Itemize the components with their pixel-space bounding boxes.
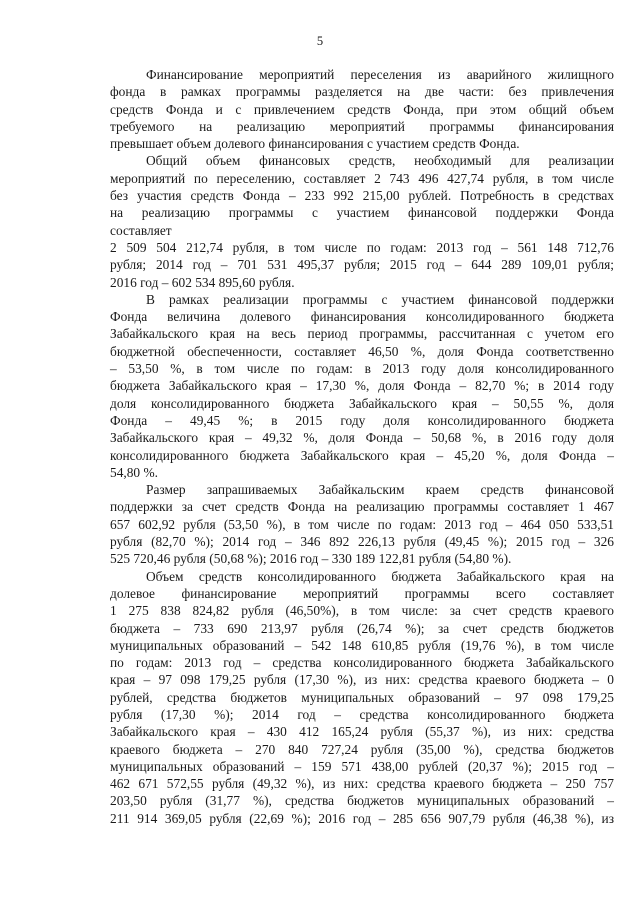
text-line: Фонда величина долевого финансирования консолидированного бюджета <box>110 309 614 325</box>
text-line: бюджета – 733 690 213,97 рубля (26,74 %); за счет средств бюджетов <box>110 620 614 636</box>
text-line: 211 914 369,05 рубля (22,69 %); 2016 год – 285 656 907,79 рубля (46,38 %), из <box>110 810 614 826</box>
text-line: превышает объем долевого финансирования с участием средств Фонда. <box>110 136 520 152</box>
text-line: рубля; 2014 год – 701 531 495,37 рубля; 2015 год – 644 289 109,01 рубля; <box>110 257 614 273</box>
text-line: фонда в рамках программы разделяется на две части: без привлечения <box>110 84 614 100</box>
text-line: рубля (17,30 %); 2014 год – средства консолидированного бюджета <box>110 706 614 722</box>
text-line: требуемого на реализацию мероприятий программы финансирования <box>110 118 614 134</box>
text-line: Финансирование мероприятий переселения из аварийного жилищного <box>146 67 614 82</box>
text-line: муниципальных образований – 542 148 610,85 рубля (19,76 %), в том числе <box>110 637 614 653</box>
text-line: доля консолидированного бюджета Забайкальского края – 50,55 %, доля <box>110 395 614 411</box>
text-line: 203,50 рубля (31,77 %), средства бюджетов муниципальных образований – <box>110 793 614 809</box>
text-line: Фонда – 49,45 %; в 2015 году доля консолидированного бюджета <box>110 412 614 428</box>
text-line: 54,80 %. <box>110 464 158 480</box>
text-line: Забайкальского края – 430 412 165,24 рубля (55,37 %), из них: средства <box>110 724 614 740</box>
text-line: 2016 год – 602 534 895,60 рубля. <box>110 274 295 290</box>
text-line: поддержки за счет средств Фонда на реализацию программы составляет 1 467 <box>110 499 614 515</box>
text-line: края – 97 098 179,25 рубля (17,30 %), из них: средства краевого бюджета – 0 <box>110 672 614 688</box>
text-line: по годам: 2013 год – средства консолидированного бюджета Забайкальского <box>110 655 614 671</box>
text-line: 1 275 838 824,82 рубля (46,50%), в том числе: за счет средств краевого <box>110 603 614 619</box>
text-line: консолидированного бюджета Забайкальского края – 45,20 %, доля Фонда – <box>110 447 614 463</box>
text-line: на реализацию программы с участием финансовой поддержки Фонда <box>110 205 614 221</box>
text-line: Общий объем финансовых средств, необходимый для реализации <box>146 153 614 169</box>
text-line: Размер запрашиваемых Забайкальским краем средств финансовой <box>146 482 614 498</box>
text-line: – 53,50 %, в том числе по годам: в 2013 году доля консолидированного <box>110 361 614 377</box>
text-line: В рамках реализации программы с участием финансовой поддержки <box>146 291 614 307</box>
text-line: составляет <box>110 222 172 238</box>
text-line: Забайкальского края – 49,32 %, доля Фонда – 50,68 %, в 2016 году доля <box>110 430 614 446</box>
text-line: 525 720,46 рубля (50,68 %); 2016 год – 330 189 122,81 рубля (54,80 %). <box>110 551 512 567</box>
text-line: мероприятий по переселению, составляет 2 743 496 427,74 рубля, в том числе <box>110 170 614 186</box>
text-line: рубля (82,70 %); 2014 год – 346 892 226,13 рубля (49,45 %); 2015 год – 326 <box>110 534 614 550</box>
text-line: Объем средств консолидированного бюджета Забайкальского края на <box>146 568 614 584</box>
text-line: Забайкальского края на весь период программы, рассчитанная с учетом его <box>110 326 614 342</box>
text-line: краевого бюджета – 270 840 727,24 рубля (35,00 %), средства бюджетов <box>110 741 614 757</box>
text-line: бюджетной обеспеченности, составляет 46,50 %, доля Фонда соответственно <box>110 343 614 359</box>
text-line: 657 602,92 рубля (53,50 %), в том числе по годам: 2013 год – 464 050 533,51 <box>110 516 614 532</box>
text-line: муниципальных образований – 159 571 438,00 рублей (20,37 %); 2015 год – <box>110 758 614 774</box>
text-line: бюджета Забайкальского края – 17,30 %, доля Фонда – 82,70 %; в 2014 году <box>110 378 614 394</box>
text-line: рублей, средства бюджетов муниципальных образований – 97 098 179,25 <box>110 689 614 705</box>
text-line: 2 509 504 212,74 рубля, в том числе по годам: 2013 год – 561 148 712,76 <box>110 239 614 255</box>
text-line: долевое финансирование мероприятий программы всего составляет <box>110 585 614 601</box>
text-line: 462 671 572,55 рубля (49,32 %), из них: средства краевого бюджета – 250 757 <box>110 776 614 792</box>
document-body <box>110 66 614 827</box>
text-line: средств Фонда и с привлечением средств Фонда, при этом общий объем <box>110 101 614 117</box>
text-line: без участия средств Фонда – 233 992 215,00 рублей. Потребность в средствах <box>110 188 614 204</box>
page-number: 5 <box>316 34 324 48</box>
